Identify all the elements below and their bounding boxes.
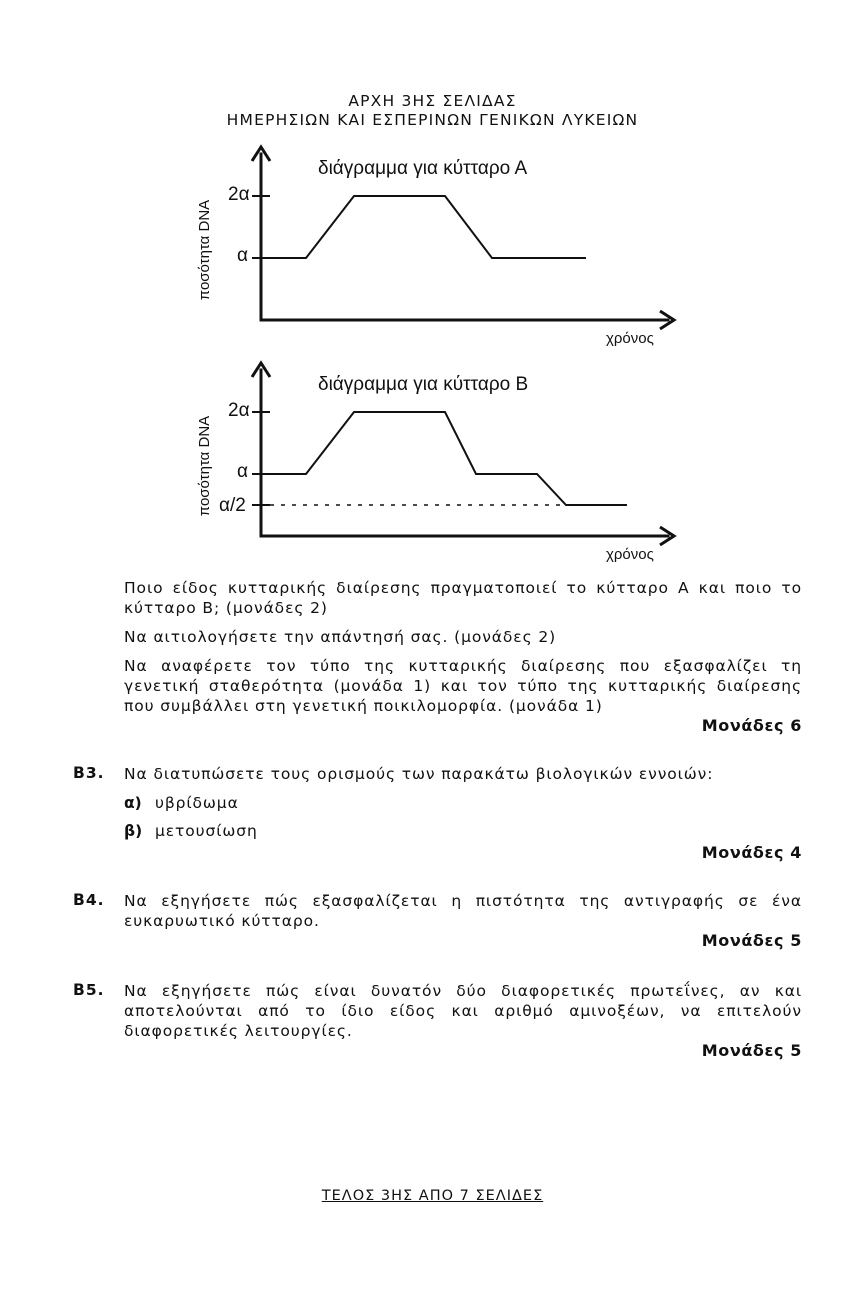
b2-marks: Μονάδες 6 — [701, 716, 802, 735]
diagram-cell-b — [0, 356, 865, 571]
b3-item-b-text: μετουσίωση — [155, 822, 258, 840]
diagram-a-title: διάγραμμα για κύτταρο Α — [318, 158, 528, 179]
dna-curve-b — [261, 412, 627, 505]
b3-item-a-letter: α) — [124, 794, 142, 812]
page-footer — [0, 1188, 865, 1204]
b4-number: Β4. — [73, 891, 105, 909]
diagram-b-ylabel: ποσότητα DNA — [196, 415, 213, 517]
b3-marks: Μονάδες 4 — [701, 843, 802, 862]
b3-text: Να διατυπώσετε τους ορισμούς των παρακάτω βιολογικών εννοιών: — [124, 765, 714, 783]
dna-curve-a — [261, 196, 586, 258]
b4-marks: Μονάδες 5 — [701, 931, 802, 950]
b3-item-a-text: υβρίδωμα — [155, 794, 239, 812]
tick-label-a-a: α — [237, 245, 248, 266]
b2-question-1: Ποιο είδος κυτταρικής διαίρεσης πραγματοποιεί το κύτταρο Α και ποιο το κύτταρο Β; (μονάδες 2) — [124, 579, 802, 617]
b3-item-b-letter: β) — [124, 822, 143, 840]
b2-question-2: Να αιτιολογήσετε την απάντησή σας. (μονάδες 2) — [124, 628, 557, 646]
b5-number: Β5. — [73, 981, 105, 999]
diagram-a-ylabel: ποσότητα DNA — [196, 199, 213, 301]
diagram-a-xlabel: χρόνος — [606, 330, 654, 347]
b5-text: Να εξηγήσετε πώς είναι δυνατόν δύο διαφορετικές πρωτεΐνες, αν και αποτελούνται από το ίδιο είδος και αριθμό αμινοξέων, να επιτελούν διαφορετικές λειτουργίες. — [124, 982, 802, 1040]
b4-text: Να εξηγήσετε πώς εξασφαλίζεται η πιστότητα της αντιγραφής σε ένα ευκαρυωτικό κύτταρο. — [124, 892, 802, 930]
b2-question-3: Να αναφέρετε τον τύπο της κυτταρικής διαίρεσης που εξασφαλίζει τη γενετική σταθερότητα (μονάδα 1) και τον τύπο της κυτταρικής διαίρεσης που συμβάλλει στη γενετική ποικιλομορφία. (μονάδα 1) — [124, 657, 802, 715]
tick-label-a-b: α — [237, 461, 248, 482]
tick-label-2a-a: 2α — [228, 184, 250, 205]
b5-marks: Μονάδες 5 — [701, 1041, 802, 1060]
page-footer-text: ΤΕΛΟΣ 3ΗΣ ΑΠΟ 7 ΣΕΛΙΔΕΣ — [321, 1188, 544, 1204]
page-header-line1: ΑΡΧΗ 3ΗΣ ΣΕΛΙΔΑΣ — [348, 92, 517, 110]
tick-label-half-a-b: α/2 — [219, 495, 246, 516]
diagram-b-title: διάγραμμα για κύτταρο Β — [318, 374, 529, 395]
b3-number: Β3. — [73, 764, 105, 782]
diagram-cell-a — [0, 140, 865, 355]
page-header-line2: ΗΜΕΡΗΣΙΩΝ ΚΑΙ ΕΣΠΕΡΙΝΩΝ ΓΕΝΙΚΩΝ ΛΥΚΕΙΩΝ — [226, 111, 639, 129]
tick-label-2a-b: 2α — [228, 400, 250, 421]
diagram-b-xlabel: χρόνος — [606, 546, 654, 563]
